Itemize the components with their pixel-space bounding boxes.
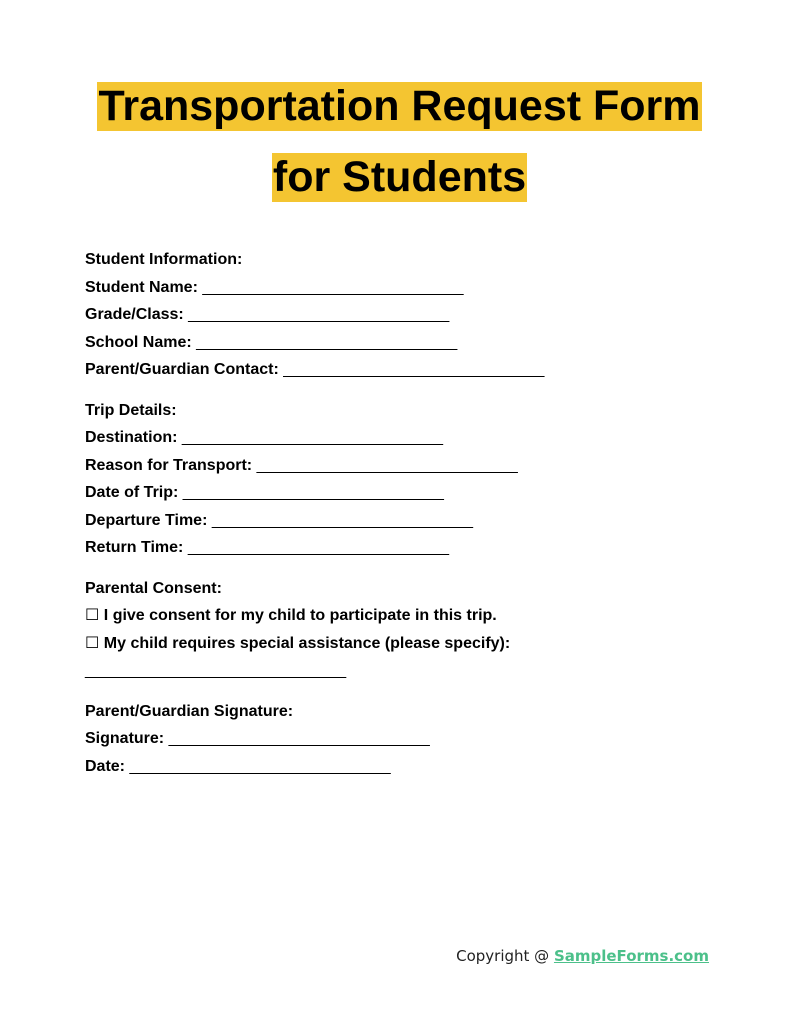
copyright-text: Copyright @ xyxy=(456,947,554,965)
blank-line[interactable]: ______________________________ xyxy=(283,361,545,378)
field-label: Date of Trip: xyxy=(85,484,179,501)
date-field[interactable] xyxy=(85,753,725,781)
field-label: Student Name: xyxy=(85,278,198,296)
checkbox-label: My child requires special assistance (please specify): xyxy=(103,634,511,652)
special-assistance-specify-field[interactable] xyxy=(85,657,725,685)
sampleforms-link[interactable]: SampleForms.com xyxy=(553,947,709,965)
copyright-footer xyxy=(456,947,709,965)
blank-line[interactable]: ______________________________ xyxy=(168,730,430,747)
blank-line[interactable]: ______________________________ xyxy=(181,429,443,446)
blank-line[interactable]: ______________________________ xyxy=(188,306,450,323)
form-body xyxy=(85,246,725,793)
student-name-field[interactable] xyxy=(85,274,725,302)
blank-line[interactable]: ______________________________ xyxy=(129,757,391,775)
departure-time-field[interactable] xyxy=(85,507,725,535)
field-label: Departure Time: xyxy=(85,511,208,529)
section-heading: Parent/Guardian Signature: xyxy=(85,702,294,720)
section-heading: Trip Details: xyxy=(85,401,177,419)
field-label: School Name: xyxy=(85,333,192,351)
field-label: Return Time: xyxy=(85,539,184,556)
blank-line[interactable]: ______________________________ xyxy=(202,278,464,296)
reason-for-transport-field[interactable] xyxy=(85,452,725,480)
title-line-2: for Students xyxy=(272,153,527,201)
blank-line[interactable]: ______________________________ xyxy=(211,511,473,529)
field-label: Destination: xyxy=(85,429,178,446)
blank-line[interactable]: ______________________________ xyxy=(182,484,444,501)
field-label: Parent/Guardian Contact: xyxy=(85,361,279,378)
form-title xyxy=(0,82,799,224)
signature-section xyxy=(85,698,725,781)
date-of-trip-field[interactable] xyxy=(85,479,725,507)
signature-field[interactable] xyxy=(85,725,725,753)
return-time-field[interactable] xyxy=(85,534,725,562)
checkbox-icon[interactable]: ☐ xyxy=(85,607,100,624)
checkbox-icon[interactable]: ☐ xyxy=(85,634,100,652)
section-heading: Student Information: xyxy=(85,251,243,268)
trip-details-section xyxy=(85,397,725,562)
parent-guardian-contact-field[interactable] xyxy=(85,356,725,384)
section-heading: Parental Consent: xyxy=(85,579,222,597)
field-label: Reason for Transport: xyxy=(85,456,253,474)
title-line-1: Transportation Request Form xyxy=(98,82,701,130)
consent-checkbox-option[interactable] xyxy=(85,602,725,630)
parental-consent-section xyxy=(85,575,725,685)
field-label: Date: xyxy=(85,757,126,775)
blank-line[interactable]: ______________________________ xyxy=(196,333,458,351)
blank-line[interactable]: ______________________________ xyxy=(187,539,449,556)
field-label: Grade/Class: xyxy=(85,306,184,323)
checkbox-label: I give consent for my child to participate in this trip. xyxy=(103,607,497,624)
special-assistance-checkbox-option[interactable] xyxy=(85,630,725,658)
field-label: Signature: xyxy=(85,730,165,747)
blank-line[interactable]: ______________________________ xyxy=(256,456,518,474)
destination-field[interactable] xyxy=(85,424,725,452)
school-name-field[interactable] xyxy=(85,329,725,357)
student-information-section xyxy=(85,246,725,384)
blank-line[interactable]: ______________________________ xyxy=(85,662,346,679)
grade-class-field[interactable] xyxy=(85,301,725,329)
